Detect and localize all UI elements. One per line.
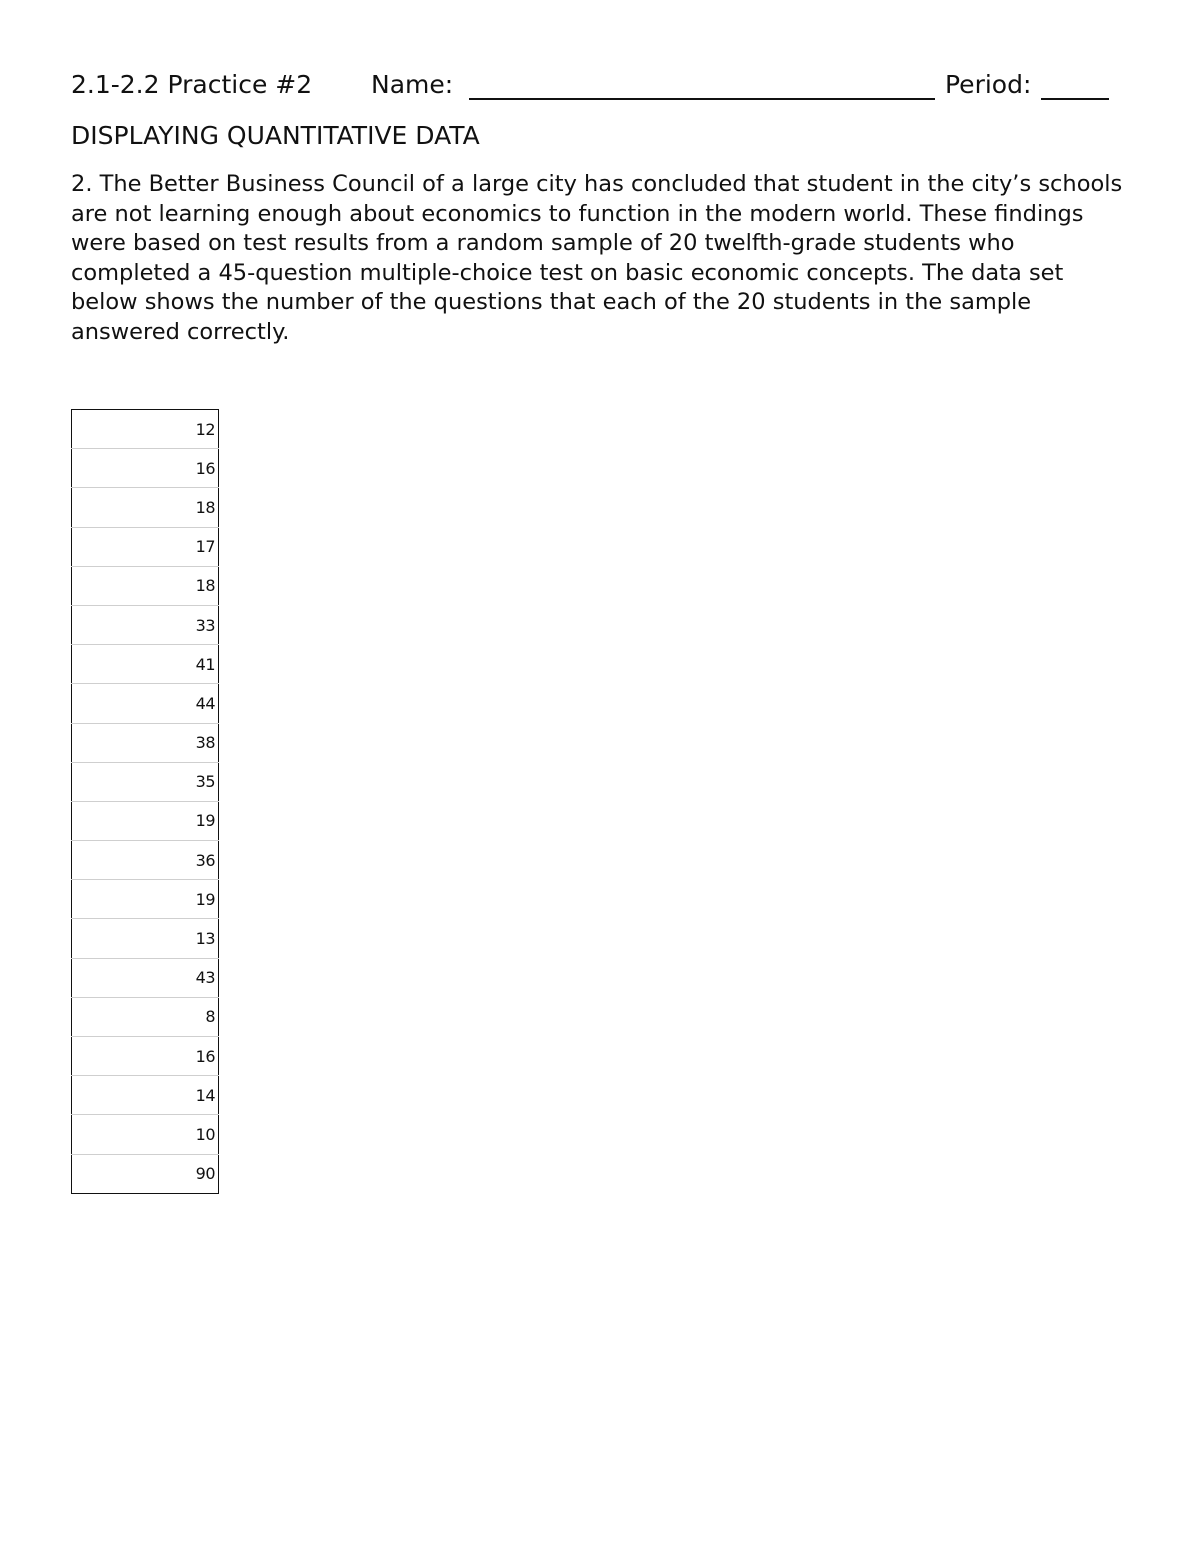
period-label: Period: bbox=[945, 70, 1032, 99]
table-row bbox=[72, 958, 219, 997]
data-cell: 17 bbox=[72, 527, 219, 566]
data-cell: 19 bbox=[72, 801, 219, 840]
worksheet-title: 2.1-2.2 Practice #2 bbox=[71, 70, 313, 99]
data-cell: 44 bbox=[72, 684, 219, 723]
data-cell: 41 bbox=[72, 645, 219, 684]
data-table-body bbox=[72, 410, 219, 1194]
data-cell: 35 bbox=[72, 762, 219, 801]
data-cell: 13 bbox=[72, 919, 219, 958]
section-title: DISPLAYING QUANTITATIVE DATA bbox=[71, 121, 480, 150]
problem-text: 2. The Better Business Council of a large city has concluded that student in the city’s schools are not learning enough about economics to function in the modern world. These findings were based on test results from a random sample of 20 twelfth-grade students who completed a 45-question multiple-choice test on basic economic concepts. The data set below shows the number of the questions that each of the 20 students in the sample answered correctly. bbox=[71, 171, 1123, 345]
table-row bbox=[72, 1076, 219, 1115]
table-row bbox=[72, 841, 219, 880]
table-row bbox=[72, 449, 219, 488]
period-field[interactable] bbox=[1041, 70, 1109, 100]
table-row bbox=[72, 723, 219, 762]
table-row bbox=[72, 645, 219, 684]
table-row bbox=[72, 488, 219, 527]
table-row bbox=[72, 762, 219, 801]
data-cell: 16 bbox=[72, 1037, 219, 1076]
worksheet-header bbox=[71, 70, 1131, 106]
table-row bbox=[72, 997, 219, 1036]
data-table bbox=[71, 409, 219, 1194]
name-field[interactable] bbox=[469, 70, 935, 100]
data-cell: 14 bbox=[72, 1076, 219, 1115]
data-cell: 36 bbox=[72, 841, 219, 880]
table-row bbox=[72, 527, 219, 566]
data-cell: 38 bbox=[72, 723, 219, 762]
table-row bbox=[72, 1154, 219, 1193]
table-row bbox=[72, 919, 219, 958]
name-label: Name: bbox=[371, 70, 454, 99]
table-row bbox=[72, 566, 219, 605]
data-cell: 8 bbox=[72, 997, 219, 1036]
data-cell: 16 bbox=[72, 449, 219, 488]
data-cell: 18 bbox=[72, 488, 219, 527]
table-row bbox=[72, 684, 219, 723]
table-row bbox=[72, 410, 219, 449]
data-cell: 12 bbox=[195, 419, 215, 439]
data-cell: 19 bbox=[72, 880, 219, 919]
data-cell: 33 bbox=[72, 605, 219, 644]
table-row bbox=[72, 1037, 219, 1076]
data-cell: 90 bbox=[72, 1154, 219, 1193]
data-cell: 18 bbox=[72, 566, 219, 605]
table-row bbox=[72, 880, 219, 919]
table-row bbox=[72, 605, 219, 644]
table-row bbox=[72, 1115, 219, 1154]
data-cell: 43 bbox=[72, 958, 219, 997]
table-row bbox=[72, 801, 219, 840]
data-cell: 10 bbox=[72, 1115, 219, 1154]
